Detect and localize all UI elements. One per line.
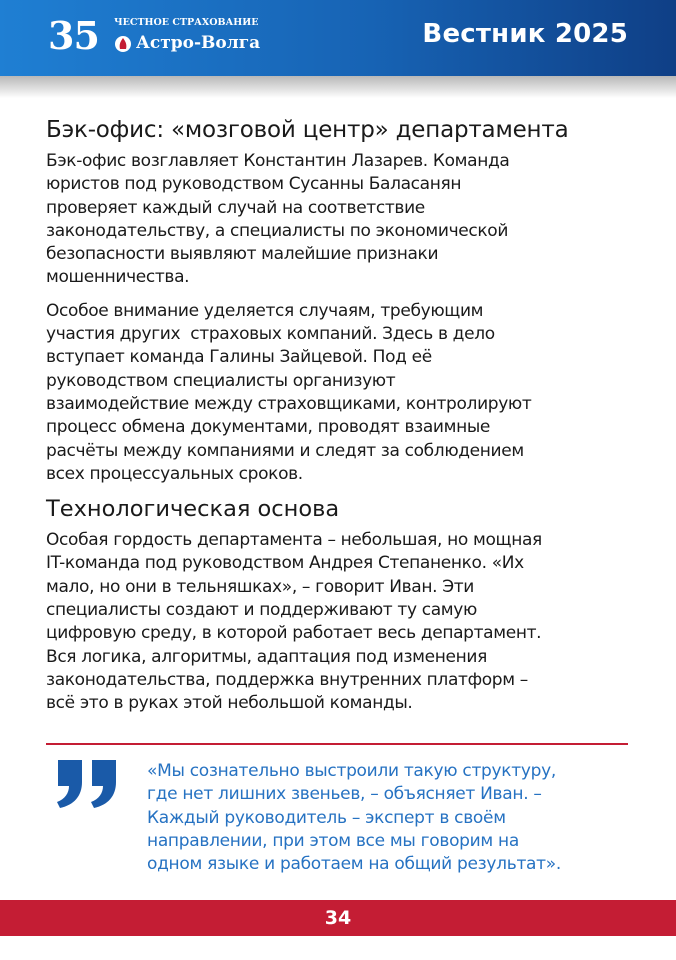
paragraph-it-team — [46, 529, 636, 715]
text-line: Особая гордость департамента – небольшая, но мощная — [46, 530, 542, 551]
text-line: проверяет каждый случай на соответствие — [46, 197, 425, 218]
logo-company-name: Астро-Волга — [136, 33, 261, 53]
text-line: специалисты создают и поддерживают ту самую — [46, 600, 477, 621]
quote-line: одном языке и работаем на общий результат». — [147, 854, 561, 875]
text-line: Вся логика, алгоритмы, адаптация под изменения — [46, 646, 487, 667]
text-line: законодательства, поддержка внутренних платформ – — [46, 669, 528, 690]
logo-tagline: ЧЕСТНОЕ СТРАХОВАНИЕ — [114, 17, 259, 28]
paragraph-back-office — [46, 150, 636, 290]
paragraph-special-cases — [46, 300, 636, 486]
quote-line: где нет лишних звеньев, – объясняет Иван. – — [147, 784, 542, 805]
quote-mark-icon — [52, 760, 120, 808]
text-line: законодательству, а специалисты по экономической — [46, 220, 509, 241]
text-line: участия других страховых компаний. Здесь в дело — [46, 324, 495, 345]
text-line: мошенничества. — [46, 267, 190, 288]
text-line: цифровую среду, в которой работает весь департамент. — [46, 623, 542, 644]
page-number: 34 — [324, 907, 352, 929]
company-logo — [48, 13, 278, 63]
text-line: расчёты между компаниями и следят за соблюдением — [46, 440, 524, 461]
article-body — [46, 112, 636, 716]
header-shadow — [0, 76, 676, 98]
heading-tech-foundation: Технологическая основа — [46, 496, 340, 523]
text-line: руководством специалисты организуют — [46, 370, 396, 391]
text-line: юристов под руководством Сусанны Баласанян — [46, 174, 462, 195]
quote-divider — [46, 743, 628, 745]
text-line: IT-команда под руководством Андрея Степаненко. «Их — [46, 553, 524, 574]
text-line: процесс обмена документами, проводят взаимные — [46, 417, 491, 438]
quote-line: Каждый руководитель – эксперт в своём — [147, 807, 506, 828]
text-line: всё это в руках этой небольшой команды. — [46, 693, 413, 714]
text-line: мало, но они в тельняшках», – говорит Иван. Эти — [46, 576, 474, 597]
quote-line: «Мы сознательно выстроили такую структуру, — [147, 761, 556, 781]
quote-line: направлении, при этом все мы говорим на — [147, 830, 519, 851]
text-line: вступает команда Галины Зайцевой. Под её — [46, 347, 432, 368]
logo-anniversary-number: 35 — [48, 13, 99, 58]
logo-emblem-icon — [114, 35, 132, 53]
page-header — [0, 0, 676, 76]
text-line: безопасности выявляют малейшие признаки — [46, 244, 439, 265]
issue-title: Вестник 2025 — [422, 19, 628, 49]
text-line: взаимодействие между страховщиками, контролируют — [46, 393, 532, 414]
text-line: Особое внимание уделяется случаям, требующим — [46, 300, 484, 321]
text-line: всех процессуальных сроков. — [46, 463, 303, 484]
quote-text — [147, 760, 627, 876]
heading-back-office: Бэк-офис: «мозговой центр» департамента — [46, 117, 569, 143]
text-line: Бэк-офис возглавляет Константин Лазарев. Команда — [46, 151, 510, 171]
page-footer — [0, 900, 676, 936]
